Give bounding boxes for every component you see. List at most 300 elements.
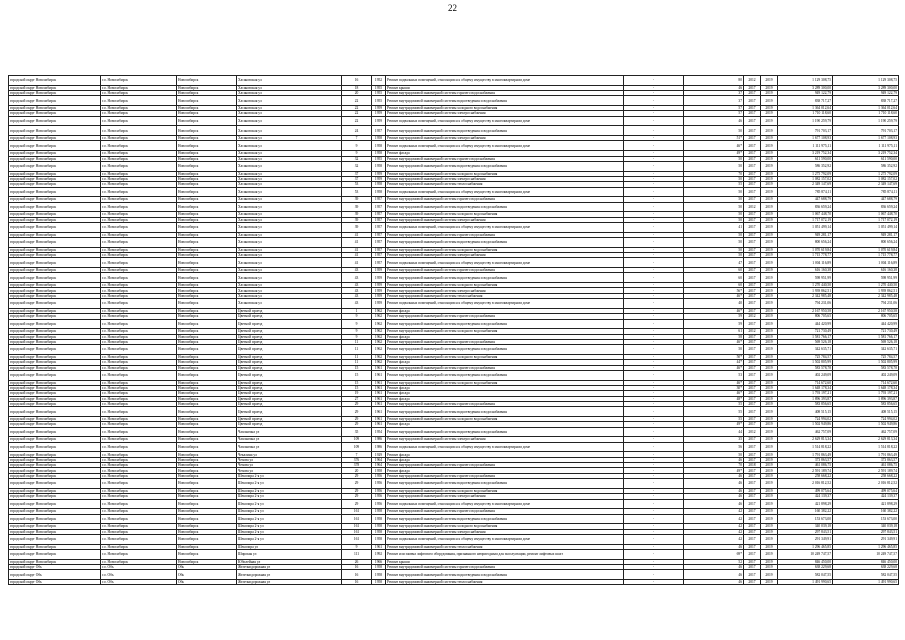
municipality-cell: г.о. Новосибирск <box>101 468 177 473</box>
street-cell: Хасановская ул <box>237 136 342 141</box>
dash-cell: - <box>624 468 684 473</box>
district-cell: городской округ Новосибирск <box>9 559 101 564</box>
house-number-cell: 109 <box>342 442 372 452</box>
end-year-cell: 2019 <box>761 463 778 468</box>
end-year-cell: 2019 <box>761 283 778 288</box>
start-year-cell: 2017 <box>744 354 761 359</box>
district-cell: городской округ Обь <box>9 580 101 585</box>
street-cell: Хасановская ул <box>237 106 342 111</box>
total-cost-cell: 794 231,06 <box>833 299 899 309</box>
settlement-cell: Новосибирск <box>177 402 237 407</box>
cost-cell: 785 874,11 <box>778 187 833 197</box>
municipality-cell: г.о. Обь <box>101 570 177 580</box>
end-year-cell: 2019 <box>761 370 778 380</box>
end-year-cell: 2019 <box>761 85 778 90</box>
start-year-cell: 2017 <box>744 222 761 232</box>
cost-cell: 1 502 949,86 <box>778 422 833 427</box>
district-cell: городской округ Новосибирск <box>9 385 101 390</box>
settlement-cell: Новосибирск <box>177 422 237 427</box>
dash-cell: - <box>624 570 684 580</box>
district-cell: городской округ Новосибирск <box>9 452 101 457</box>
work-type-cell: Ремонт внутридомовой инженерной системы водоотведения и водоснабжения <box>386 370 624 380</box>
start-year-cell: 2017 <box>744 494 761 499</box>
wear-cell: 46 <box>684 488 744 493</box>
build-year-cell: 1962 <box>372 334 386 339</box>
build-year-cell: 1959 <box>372 111 386 116</box>
district-cell: городской округ Новосибирск <box>9 499 101 509</box>
cost-cell: 598 951,99 <box>778 273 833 283</box>
build-year-cell: 1955 <box>372 156 386 161</box>
house-number-cell: 39 <box>342 212 372 217</box>
settlement-cell: Новосибирск <box>177 534 237 544</box>
end-year-cell: 2019 <box>761 570 778 580</box>
district-cell: городской округ Новосибирск <box>9 422 101 427</box>
start-year-cell: 2017 <box>744 402 761 407</box>
start-year-cell: 2017 <box>744 385 761 390</box>
district-cell: городской округ Новосибирск <box>9 222 101 232</box>
table-row <box>9 258 899 268</box>
total-cost-cell: 1 896 393,87 <box>833 396 899 401</box>
table-row <box>9 370 899 380</box>
work-type-cell: Ремонт внутридомовой инженерной системы холодного водоснабжения <box>386 380 624 385</box>
street-cell: Шекспира 2-я ул <box>237 488 342 493</box>
street-cell: Цветной проезд <box>237 319 342 329</box>
cost-cell: 2 349 147,69 <box>778 182 833 187</box>
end-year-cell: 2019 <box>761 473 778 478</box>
municipality-cell: г.о. Новосибирск <box>101 151 177 156</box>
settlement-cell: Новосибирск <box>177 212 237 217</box>
settlement-cell: Новосибирск <box>177 452 237 457</box>
start-year-cell: 2017 <box>744 534 761 544</box>
work-type-cell: Ремонт внутридомовой инженерной системы водоотведения и водоснабжения <box>386 570 624 580</box>
settlement-cell: Новосибирск <box>177 111 237 116</box>
start-year-cell: 2017 <box>744 247 761 252</box>
house-number-cell: 16 <box>342 76 372 86</box>
cost-cell: 373 863,57 <box>778 457 833 462</box>
table-body <box>9 76 899 585</box>
end-year-cell: 2019 <box>761 345 778 355</box>
wear-cell: 50 <box>684 247 744 252</box>
municipality-cell: г.о. Новосибирск <box>101 437 177 442</box>
house-number-cell: 53 <box>342 187 372 197</box>
total-cost-cell: 2 591 189,74 <box>833 468 899 473</box>
district-cell: городской округ Новосибирск <box>9 473 101 478</box>
house-number-cell: 29 <box>342 488 372 493</box>
end-year-cell: 2019 <box>761 365 778 370</box>
settlement-cell: Новосибирск <box>177 514 237 524</box>
cost-cell: 1 793 197,21 <box>778 391 833 396</box>
house-number-cell: 161 <box>342 514 372 524</box>
dash-cell: - <box>624 544 684 549</box>
house-number-cell: 378 <box>342 463 372 468</box>
municipality-cell: г.о. Новосибирск <box>101 212 177 217</box>
district-cell: городской округ Новосибирск <box>9 457 101 462</box>
total-cost-cell: 721 730,49 <box>833 329 899 334</box>
municipality-cell: г.о. Новосибирск <box>101 319 177 329</box>
work-type-cell: Ремонт подвальных помещений, относящихся к общему имуществу в многоквартирном доме <box>386 76 624 86</box>
start-year-cell: 2017 <box>744 457 761 462</box>
cost-cell: 462 757,09 <box>778 427 833 437</box>
total-cost-cell: 1 190 259,79 <box>833 116 899 126</box>
municipality-cell: г.о. Обь <box>101 580 177 585</box>
work-type-cell: Ремонт внутридомовой инженерной системы электроснабжения <box>386 494 624 499</box>
table-row <box>9 534 899 544</box>
municipality-cell: г.о. Новосибирск <box>101 76 177 86</box>
start-year-cell: 2017 <box>744 549 761 559</box>
settlement-cell: Новосибирск <box>177 544 237 549</box>
end-year-cell: 2019 <box>761 258 778 268</box>
district-cell: городской округ Новосибирск <box>9 549 101 559</box>
house-number-cell: 43 <box>342 273 372 283</box>
district-cell: городской округ Новосибирск <box>9 345 101 355</box>
street-cell: Хасановская ул <box>237 171 342 176</box>
build-year-cell: 1958 <box>372 509 386 514</box>
settlement-cell: Новосибирск <box>177 479 237 489</box>
build-year-cell: 1959 <box>372 299 386 309</box>
dash-cell: - <box>624 334 684 339</box>
start-year-cell: 2017 <box>744 212 761 217</box>
dash-cell: - <box>624 111 684 116</box>
build-year-cell: 1992 <box>372 549 386 559</box>
dash-cell: - <box>624 212 684 217</box>
settlement-cell: Новосибирск <box>177 314 237 319</box>
dash-cell: - <box>624 391 684 396</box>
build-year-cell: 1957 <box>372 253 386 258</box>
total-cost-cell: 1 581 766,17 <box>833 334 899 339</box>
street-cell: Цветной проезд <box>237 354 342 359</box>
cost-cell: 402 249,09 <box>778 370 833 380</box>
district-cell: городской округ Новосибирск <box>9 171 101 176</box>
dash-cell: - <box>624 253 684 258</box>
work-type-cell: Ремонт подвальных помещений, относящихся к общему имуществу в многоквартирном доме <box>386 258 624 268</box>
settlement-cell: Обь <box>177 570 237 580</box>
municipality-cell: г.о. Новосибирск <box>101 106 177 111</box>
total-cost-cell: 2 016 812,52 <box>833 479 899 489</box>
cost-cell: 10 249 747,57 <box>778 549 833 559</box>
dash-cell: - <box>624 273 684 283</box>
municipality-cell: г.о. Новосибирск <box>101 380 177 385</box>
house-number-cell: 9 <box>342 141 372 151</box>
build-year-cell: 1958 <box>372 182 386 187</box>
house-number-cell: 15 <box>342 380 372 385</box>
end-year-cell: 2019 <box>761 407 778 417</box>
wear-cell: 44 <box>684 427 744 437</box>
settlement-cell: Новосибирск <box>177 126 237 136</box>
street-cell: Цветной проезд <box>237 422 342 427</box>
start-year-cell: 2012 <box>744 76 761 86</box>
house-number-cell: 109 <box>342 437 372 442</box>
build-year-cell: 1958 <box>372 161 386 171</box>
wear-cell: 46* <box>684 365 744 370</box>
dash-cell: - <box>624 360 684 365</box>
house-number-cell: 19 <box>342 391 372 396</box>
build-year-cell: 1959 <box>372 283 386 288</box>
end-year-cell: 2019 <box>761 452 778 457</box>
start-year-cell: 2017 <box>744 268 761 273</box>
cost-cell: 1 067 448,70 <box>778 212 833 217</box>
work-type-cell: Ремонт фасада <box>386 308 624 313</box>
settlement-cell: Новосибирск <box>177 437 237 442</box>
start-year-cell: 2017 <box>744 258 761 268</box>
settlement-cell: Новосибирск <box>177 96 237 106</box>
build-year-cell: 1958 <box>372 468 386 473</box>
wear-cell: 40 <box>684 299 744 309</box>
total-cost-cell: 444 420,99 <box>833 319 899 329</box>
end-year-cell: 2019 <box>761 156 778 161</box>
street-cell: Хасановская ул <box>237 238 342 248</box>
cost-cell: 791 703,17 <box>778 126 833 136</box>
cost-cell: 2 629 813,34 <box>778 437 833 442</box>
wear-cell: 50 <box>684 176 744 181</box>
settlement-cell: Новосибирск <box>177 559 237 564</box>
total-cost-cell: 714 672,60 <box>833 380 899 385</box>
district-cell: городской округ Новосибирск <box>9 273 101 283</box>
start-year-cell: 2017 <box>744 370 761 380</box>
dash-cell: - <box>624 488 684 493</box>
dash-cell: - <box>624 422 684 427</box>
municipality-cell: г.о. Новосибирск <box>101 417 177 422</box>
street-cell: Шекспира 2-я ул <box>237 479 342 489</box>
street-cell: Юбилейная ул <box>237 559 342 564</box>
district-cell: городской округ Новосибирск <box>9 488 101 493</box>
start-year-cell: 2017 <box>744 96 761 106</box>
wear-cell: 50 <box>684 197 744 202</box>
dash-cell: - <box>624 96 684 106</box>
start-year-cell: 2017 <box>744 176 761 181</box>
cost-cell: 586 352,92 <box>778 161 833 171</box>
end-year-cell: 2019 <box>761 197 778 202</box>
municipality-cell: г.о. Новосибирск <box>101 136 177 141</box>
district-cell: городской округ Новосибирск <box>9 91 101 96</box>
end-year-cell: 2019 <box>761 380 778 385</box>
start-year-cell: 2017 <box>744 161 761 171</box>
total-cost-cell: 342 635,71 <box>833 345 899 355</box>
start-year-cell: 2018 <box>744 463 761 468</box>
cost-cell: 1 514 818,22 <box>778 442 833 452</box>
start-year-cell: 2017 <box>744 524 761 529</box>
street-cell: Цветной проезд <box>237 385 342 390</box>
work-type-cell: Ремонт внутридомовой инженерной системы электроснабжения <box>386 529 624 534</box>
end-year-cell: 2019 <box>761 253 778 258</box>
cost-cell: 258 668,22 <box>778 473 833 478</box>
total-cost-cell: 638 229,68 <box>833 565 899 570</box>
cost-cell: 638 229,68 <box>778 565 833 570</box>
cost-cell: 1 129 308,75 <box>778 76 833 86</box>
wear-cell: 53 <box>684 370 744 380</box>
wear-cell: 60 <box>684 273 744 283</box>
end-year-cell: 2019 <box>761 422 778 427</box>
build-year-cell: 1958 <box>372 529 386 534</box>
build-year-cell: 1956 <box>372 494 386 499</box>
cost-cell: 2 167 950,58 <box>778 308 833 313</box>
house-number-cell: 15 <box>342 370 372 380</box>
settlement-cell: Новосибирск <box>177 385 237 390</box>
municipality-cell: г.о. Новосибирск <box>101 473 177 478</box>
build-year-cell: 1961 <box>372 407 386 417</box>
wear-cell: 70 <box>684 463 744 468</box>
municipality-cell: г.о. Новосибирск <box>101 534 177 544</box>
house-number-cell: 43 <box>342 288 372 293</box>
start-year-cell: 2017 <box>744 273 761 283</box>
start-year-cell: 2017 <box>744 565 761 570</box>
build-year-cell: 1959 <box>372 116 386 126</box>
work-type-cell: Ремонт внутридомовой инженерной системы водоотведения и водоснабжения <box>386 345 624 355</box>
start-year-cell: 2017 <box>744 488 761 493</box>
wear-cell: 55 <box>684 417 744 422</box>
total-cost-cell: 1 677 108,93 <box>833 136 899 141</box>
work-type-cell: Ремонт внутридомовой инженерной системы теплоснабжения <box>386 182 624 187</box>
work-type-cell: Ремонт внутридомовой инженерной системы водоотведения и водоснабжения <box>386 427 624 437</box>
build-year-cell: 1961 <box>372 396 386 401</box>
start-year-cell: 2017 <box>744 580 761 585</box>
settlement-cell: Новосибирск <box>177 176 237 181</box>
work-type-cell: Ремонт внутридомовой инженерной системы горячего водоснабжения <box>386 365 624 370</box>
house-number-cell: 16 <box>342 580 372 585</box>
table-row <box>9 238 899 248</box>
wear-cell: 51* <box>684 136 744 141</box>
settlement-cell: Новосибирск <box>177 247 237 252</box>
dash-cell: - <box>624 136 684 141</box>
total-cost-cell: 1 004 116,89 <box>833 258 899 268</box>
district-cell: городской округ Новосибирск <box>9 299 101 309</box>
work-type-cell: Ремонт подвальных помещений, относящихся к общему имуществу в многоквартирном доме <box>386 299 624 309</box>
cost-cell: 2 591 189,74 <box>778 468 833 473</box>
build-year-cell: 1961 <box>372 391 386 396</box>
end-year-cell: 2019 <box>761 334 778 339</box>
start-year-cell: 2017 <box>744 334 761 339</box>
municipality-cell: г.о. Новосибирск <box>101 402 177 407</box>
work-type-cell: Ремонт внутридомовой инженерной системы холодного водоснабжения <box>386 283 624 288</box>
municipality-cell: г.о. Новосибирск <box>101 463 177 468</box>
dash-cell: - <box>624 308 684 313</box>
end-year-cell: 2019 <box>761 238 778 248</box>
street-cell: Цветной проезд <box>237 329 342 334</box>
municipality-cell: г.о. Новосибирск <box>101 499 177 509</box>
work-type-cell: Ремонт внутридомовой инженерной системы водоотведения и водоснабжения <box>386 319 624 329</box>
house-number-cell: 32 <box>342 161 372 171</box>
cost-cell: 461 086,75 <box>778 463 833 468</box>
total-cost-cell: 583 578,78 <box>833 365 899 370</box>
cost-cell: 616 160,38 <box>778 268 833 273</box>
end-year-cell: 2019 <box>761 273 778 283</box>
street-cell: Цветной проезд <box>237 308 342 313</box>
wear-cell: 59 <box>684 314 744 319</box>
work-type-cell: Ремонт внутридомовой инженерной системы водоотведения и водоснабжения <box>386 161 624 171</box>
end-year-cell: 2019 <box>761 442 778 452</box>
settlement-cell: Новосибирск <box>177 339 237 344</box>
total-cost-cell: 408 515,15 <box>833 407 899 417</box>
table-row <box>9 116 899 126</box>
district-cell: городской округ Новосибирск <box>9 141 101 151</box>
total-cost-cell: 3 219 752,34 <box>833 151 899 156</box>
street-cell: Шекспира 2-я ул <box>237 509 342 514</box>
street-cell: Шекспира 2-я ул <box>237 534 342 544</box>
settlement-cell: Новосибирск <box>177 396 237 401</box>
district-cell: городской округ Новосибирск <box>9 442 101 452</box>
wear-cell: 50 <box>684 345 744 355</box>
municipality-cell: г.о. Обь <box>101 565 177 570</box>
house-number-cell: 16 <box>342 570 372 580</box>
district-cell: городской округ Новосибирск <box>9 417 101 422</box>
street-cell: Хасановская ул <box>237 161 342 171</box>
work-type-cell: Ремонт внутридомовой инженерной системы водоотведения и водоснабжения <box>386 126 624 136</box>
district-cell: городской округ Новосибирск <box>9 76 101 86</box>
total-cost-cell: 800 656,24 <box>833 238 899 248</box>
cost-cell: 1 502 805,99 <box>778 360 833 365</box>
build-year-cell: 1959 <box>372 288 386 293</box>
municipality-cell: г.о. Новосибирск <box>101 126 177 136</box>
table-row <box>9 407 899 417</box>
wear-cell: 46 <box>684 473 744 478</box>
dash-cell: - <box>624 283 684 288</box>
district-cell: городской округ Новосибирск <box>9 319 101 329</box>
start-year-cell: 2012 <box>744 314 761 319</box>
house-number-cell: 18 <box>342 85 372 90</box>
settlement-cell: Новосибирск <box>177 299 237 309</box>
cost-cell: 1 581 766,17 <box>778 334 833 339</box>
district-cell: городской округ Новосибирск <box>9 232 101 237</box>
cost-cell: 725 784,57 <box>778 354 833 359</box>
end-year-cell: 2019 <box>761 479 778 489</box>
settlement-cell: Новосибирск <box>177 151 237 156</box>
wear-cell: 69* <box>684 549 744 559</box>
work-type-cell: Ремонт внутридомовой инженерной системы холодного водоснабжения <box>386 329 624 334</box>
district-cell: городской округ Новосибирск <box>9 253 101 258</box>
table-row <box>9 187 899 197</box>
work-type-cell: Ремонт подвальных помещений, относящихся к общему имуществу в многоквартирном доме <box>386 534 624 544</box>
start-year-cell: 2017 <box>744 479 761 489</box>
end-year-cell: 2019 <box>761 222 778 232</box>
dash-cell: - <box>624 106 684 111</box>
settlement-cell: Новосибирск <box>177 171 237 176</box>
build-year-cell: 1958 <box>372 565 386 570</box>
settlement-cell: Новосибирск <box>177 232 237 237</box>
street-cell: Цветной проезд <box>237 380 342 385</box>
work-type-cell: Ремонт внутридомовой инженерной системы горячего водоснабжения <box>386 156 624 161</box>
start-year-cell: 2017 <box>744 126 761 136</box>
dash-cell: - <box>624 473 684 478</box>
start-year-cell: 2017 <box>744 288 761 293</box>
work-type-cell: Ремонт крыши <box>386 559 624 564</box>
municipality-cell: г.о. Новосибирск <box>101 407 177 417</box>
wear-cell: 50 <box>684 161 744 171</box>
cost-cell: 846 450,00 <box>778 559 833 564</box>
settlement-cell: Новосибирск <box>177 345 237 355</box>
district-cell: городской округ Новосибирск <box>9 396 101 401</box>
total-cost-cell: 1 275 792,09 <box>833 171 899 176</box>
total-cost-cell: 1 296 465,85 <box>833 544 899 549</box>
street-cell: Хасановская ул <box>237 182 342 187</box>
house-number-cell: 9 <box>342 329 372 334</box>
end-year-cell: 2019 <box>761 111 778 116</box>
district-cell: городской округ Новосибирск <box>9 238 101 248</box>
total-cost-cell: 1 791 863,49 <box>833 452 899 457</box>
house-number-cell: 22 <box>342 116 372 126</box>
end-year-cell: 2019 <box>761 288 778 293</box>
street-cell: Хасановская ул <box>237 232 342 237</box>
wear-cell: 56 <box>684 442 744 452</box>
build-year-cell: 1957 <box>372 197 386 202</box>
build-year-cell: 1961 <box>372 365 386 370</box>
cost-cell: 342 635,71 <box>778 345 833 355</box>
cost-cell: 3 289 300,00 <box>778 85 833 90</box>
municipality-cell: г.о. Новосибирск <box>101 345 177 355</box>
settlement-cell: Обь <box>177 565 237 570</box>
house-number-cell: 11 <box>342 354 372 359</box>
street-cell: Хасановская ул <box>237 288 342 293</box>
end-year-cell: 2019 <box>761 187 778 197</box>
cost-cell: 2 016 812,52 <box>778 479 833 489</box>
